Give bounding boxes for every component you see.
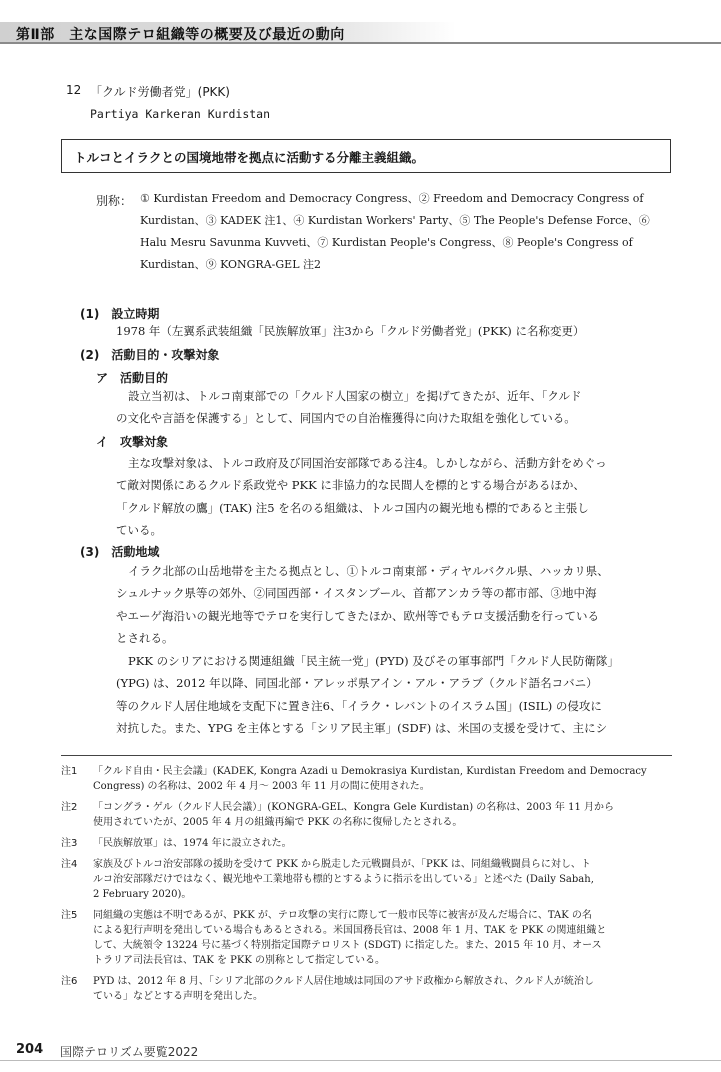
paragraph-line: 設立当初は、トルコ南東部での「クルド人国家の樹立」を掲げてきたが、近年、「クルド [128,389,582,403]
footnote-line: 「民族解放軍」は、1974 年に設立された。 [93,838,292,849]
footnote-label: 注6 [61,976,78,987]
footnote-label: 注2 [61,802,78,813]
footnote-line: Congress) の名称は、2002 年 4 月～ 2003 年 11 月の間に使用された。 [93,781,430,792]
area-text-2 [116,650,672,740]
footnote-line: して、大統領令 13224 号に基づく特別指定国際テロリスト (SDGT) に指定した。また、2015 年 10 月、オース [93,940,602,951]
alias-line: Kurdistan、③ KADEK 注1、④ Kurdistan Workers' Party、⑤ The People's Defense Force、⑥ [140,214,650,227]
targets-text [116,452,672,542]
footnote-line: 「コングラ・ゲル（クルド人民会議）」(KONGRA-GEL、Kongra Gele Kurdistan) の名称は、2003 年 11 月から [93,802,614,813]
footnote-line: 家族及びトルコ治安部隊の援助を受けて PKK から脱走した元戦闘員が、「PKK は、同組織戦闘員らに対し、ト [93,859,591,870]
heading-area: (3) 活動地域 [80,545,160,559]
paragraph-line: 1978 年（左翼系武装組織「民族解放軍」注3から「クルド労働者党」(PKK) に名称変更） [116,324,585,338]
heading-purpose: ア 活動目的 [96,371,169,385]
heading-founding: (1) 設立時期 [80,307,160,321]
alias-line: Kurdistan、⑨ KONGRA-GEL 注2 [140,258,321,271]
footnotes [61,764,675,1010]
section-title: 「クルド労働者党」(PKK) [90,85,230,99]
paragraph-line: やエーゲ海沿いの観光地等でテロを実行してきたほか、欧州等でもテロ支援活動を行っている [116,608,599,623]
footnote-line: による犯行声明を発出している場合もあるとされる。米国国務長官は、2008 年 1 月、TAK を PKK の関連組織と [93,925,607,936]
footnote-line: ルコ治安部隊だけではなく、観光地や工業地帯も標的とするように指示を出している」と述べた (Daily Sabah, [93,874,594,885]
paragraph-line: て敵対関係にあるクルド系政党や PKK に非協力的な民間人を標的とする場合があるほか、 [116,478,585,493]
footnote-label: 注3 [61,838,78,849]
footer-rule [0,1060,721,1061]
heading-purpose-targets: (2) 活動目的・攻撃対象 [80,348,220,362]
paragraph-line: 対抗した。また、YPG を主体とする「シリア民主軍」(SDF) は、米国の支援を受けて、主にシ [116,721,608,736]
footnote-line: トラリア司法長官は、TAK を PKK の別称として指定している。 [93,955,386,966]
section-number: 12 [66,83,82,97]
section-english-name: Partiya Karkeran Kurdistan [90,107,271,121]
footnote-line: 「クルド自由・民主会議」(KADEK, Kongra Azadi u Demokrasiya Kurdistan, Kurdistan Freedom and Democracy [93,766,647,777]
paragraph-line: 「クルド解放の鷹」(TAK) 注5 を名のる組織は、トルコ国内の観光地も標的であると主張し [116,500,589,515]
alias-line: Halu Mesru Savunma Kuvveti、⑦ Kurdistan People's Congress、⑧ People's Congress of [140,236,633,249]
area-text-1 [116,560,672,650]
footnote [61,764,675,794]
footnote-line: 2 February 2020)。 [93,889,192,900]
purpose-text [116,385,672,430]
paragraph-line: 主な攻撃対象は、トルコ政府及び同国治安部隊である注4。しかしながら、活動方針をめぐっ [128,456,607,470]
page-number: 204 [16,1042,44,1057]
footnote [61,908,675,968]
footnote-label: 注4 [61,859,78,870]
founding-text [116,320,672,342]
footnote [61,836,675,851]
summary-box: トルコとイラクとの国境地帯を拠点に活動する分離主義組織。 [61,139,671,173]
footnote-separator [61,755,672,756]
alias-label: 別称： [96,194,133,208]
footnote-label: 注5 [61,910,78,921]
footnote-label: 注1 [61,766,78,777]
footnote [61,974,675,1004]
footnote-line: 同組織の実態は不明であるが、PKK が、テロ攻撃の実行に際して一般市民等に被害が及んだ場合に、TAK の名 [93,910,592,921]
footnote [61,800,675,830]
paragraph-line: ている。 [116,523,162,538]
paragraph-line: の文化や言語を保護する」として、同国内での自治権獲得に向けた取組を強化している。 [116,411,576,426]
paragraph-line: シュルナック県等の郊外、②同国西部・イスタンブール、首都アンカラ等の都市部、③地中海 [116,586,597,601]
paragraph-line: (YPG) は、2012 年以降、同国北部・アレッポ県アイン・アル・アラブ（クルド語名コバニ） [116,676,598,691]
paragraph-line: 等のクルド人居住地域を支配下に置き注6、「イラク・レバントのイスラム国」(ISIL) の侵攻に [116,698,602,713]
footnote-line: ている」などとする声明を発出した。 [93,991,263,1002]
footnote-line: PYD は、2012 年 8 月、「シリア北部のクルド人居住地域は同国のアサド政権から解放され、クルド人が統治し [93,976,594,987]
paragraph-line: PKK のシリアにおける関連組織「民主統一党」(PYD) 及びその軍事部門「クルド人民防衛隊」 [128,654,619,668]
part-title: 第Ⅱ部 主な国際テロ組織等の概要及び最近の動向 [16,27,345,43]
paragraph-line: イラク北部の山岳地帯を主たる拠点とし、①トルコ南東部・ディヤルバクル県、ハッカリ県、 [128,564,609,578]
heading-targets: イ 攻撃対象 [96,435,169,449]
footnote-line: 使用されていたが、2005 年 4 月の組織再編で PKK の名称に復帰したとされる。 [93,817,463,828]
paragraph-line: とされる。 [116,631,174,646]
alias-line: ① Kurdistan Freedom and Democracy Congress、② Freedom and Democracy Congress of [140,192,644,205]
alias-list [140,188,680,276]
publication-title: 国際テロリズム要覧2022 [60,1045,199,1059]
footnote [61,857,675,902]
